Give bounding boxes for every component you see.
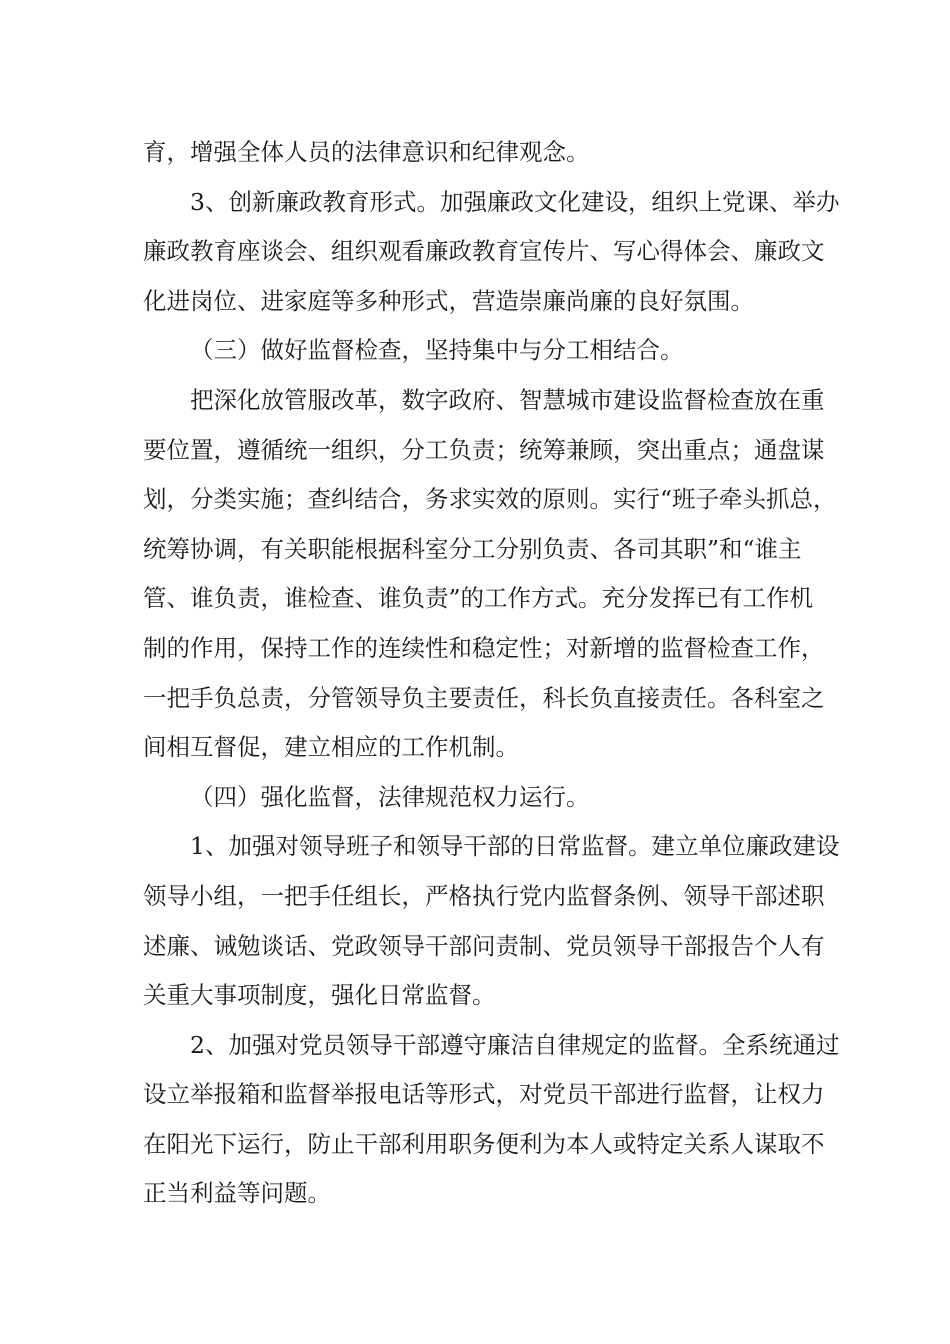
text-line: 管、谁负责，谁检查、谁负责”的工作方式。充分发挥已有工作机 [143, 584, 814, 613]
document-body [143, 128, 840, 1219]
text-line: 统筹协调，有关职能根据科室分工分别负责、各司其职”和“谁主 [143, 534, 802, 563]
text-line: 在阳光下运行，防止干部利用职务便利为本人或特定关系人谋取不 [143, 1129, 825, 1158]
paragraph-start-line: 把深化放管服改革，数字政府、智慧城市建设监督检查放在重 [190, 385, 825, 414]
paragraph-start-line: 1、加强对领导班子和领导干部的日常监督。建立单位廉政建设 [190, 832, 840, 861]
paragraph-start-line: 3、创新廉政教育形式。加强廉政文化建设，组织上党课、举办 [190, 187, 840, 216]
text-line: 育，增强全体人员的法律意识和纪律观念。 [143, 138, 590, 166]
text-line: 廉政教育座谈会、组织观看廉政教育宣传片、写心得体会、廉政文 [143, 237, 825, 266]
text-line: 一把手负总责，分管领导负主要责任，科长负直接责任。各科室之 [143, 683, 825, 712]
paragraph-start-line: 2、加强对党员领导干部遵守廉洁自律规定的监督。全系统通过 [190, 1030, 840, 1059]
text-line: 划，分类实施；查纠结合，务求实效的原则。实行“班子牵头抓总， [143, 485, 837, 514]
text-line: 述廉、诫勉谈话、党政领导干部问责制、党员领导干部报告个人有 [143, 931, 825, 960]
text-line: 领导小组，一把手任组长，严格执行党内监督条例、领导干部述职 [143, 881, 825, 910]
text-line: 关重大事项制度，强化日常监督。 [143, 981, 496, 1010]
text-line: 要位置，遵循统一组织，分工负责；统筹兼顾，突出重点；通盘谋 [143, 435, 825, 464]
section-heading: （四）强化监督，法律规范权力运行。 [190, 782, 590, 811]
text-line: 正当利益等问题。 [143, 1179, 331, 1208]
text-line: 设立举报箱和监督举报电话等形式，对党员干部进行监督，让权力 [143, 1080, 825, 1109]
section-heading: （三）做好监督检查，坚持集中与分工相结合。 [190, 336, 684, 365]
text-line: 制的作用，保持工作的连续性和稳定性；对新增的监督检查工作， [143, 633, 825, 662]
text-line: 化进岗位、进家庭等多种形式，营造崇廉尚廉的良好氛围。 [143, 286, 754, 315]
text-line: 间相互督促，建立相应的工作机制。 [143, 733, 519, 762]
